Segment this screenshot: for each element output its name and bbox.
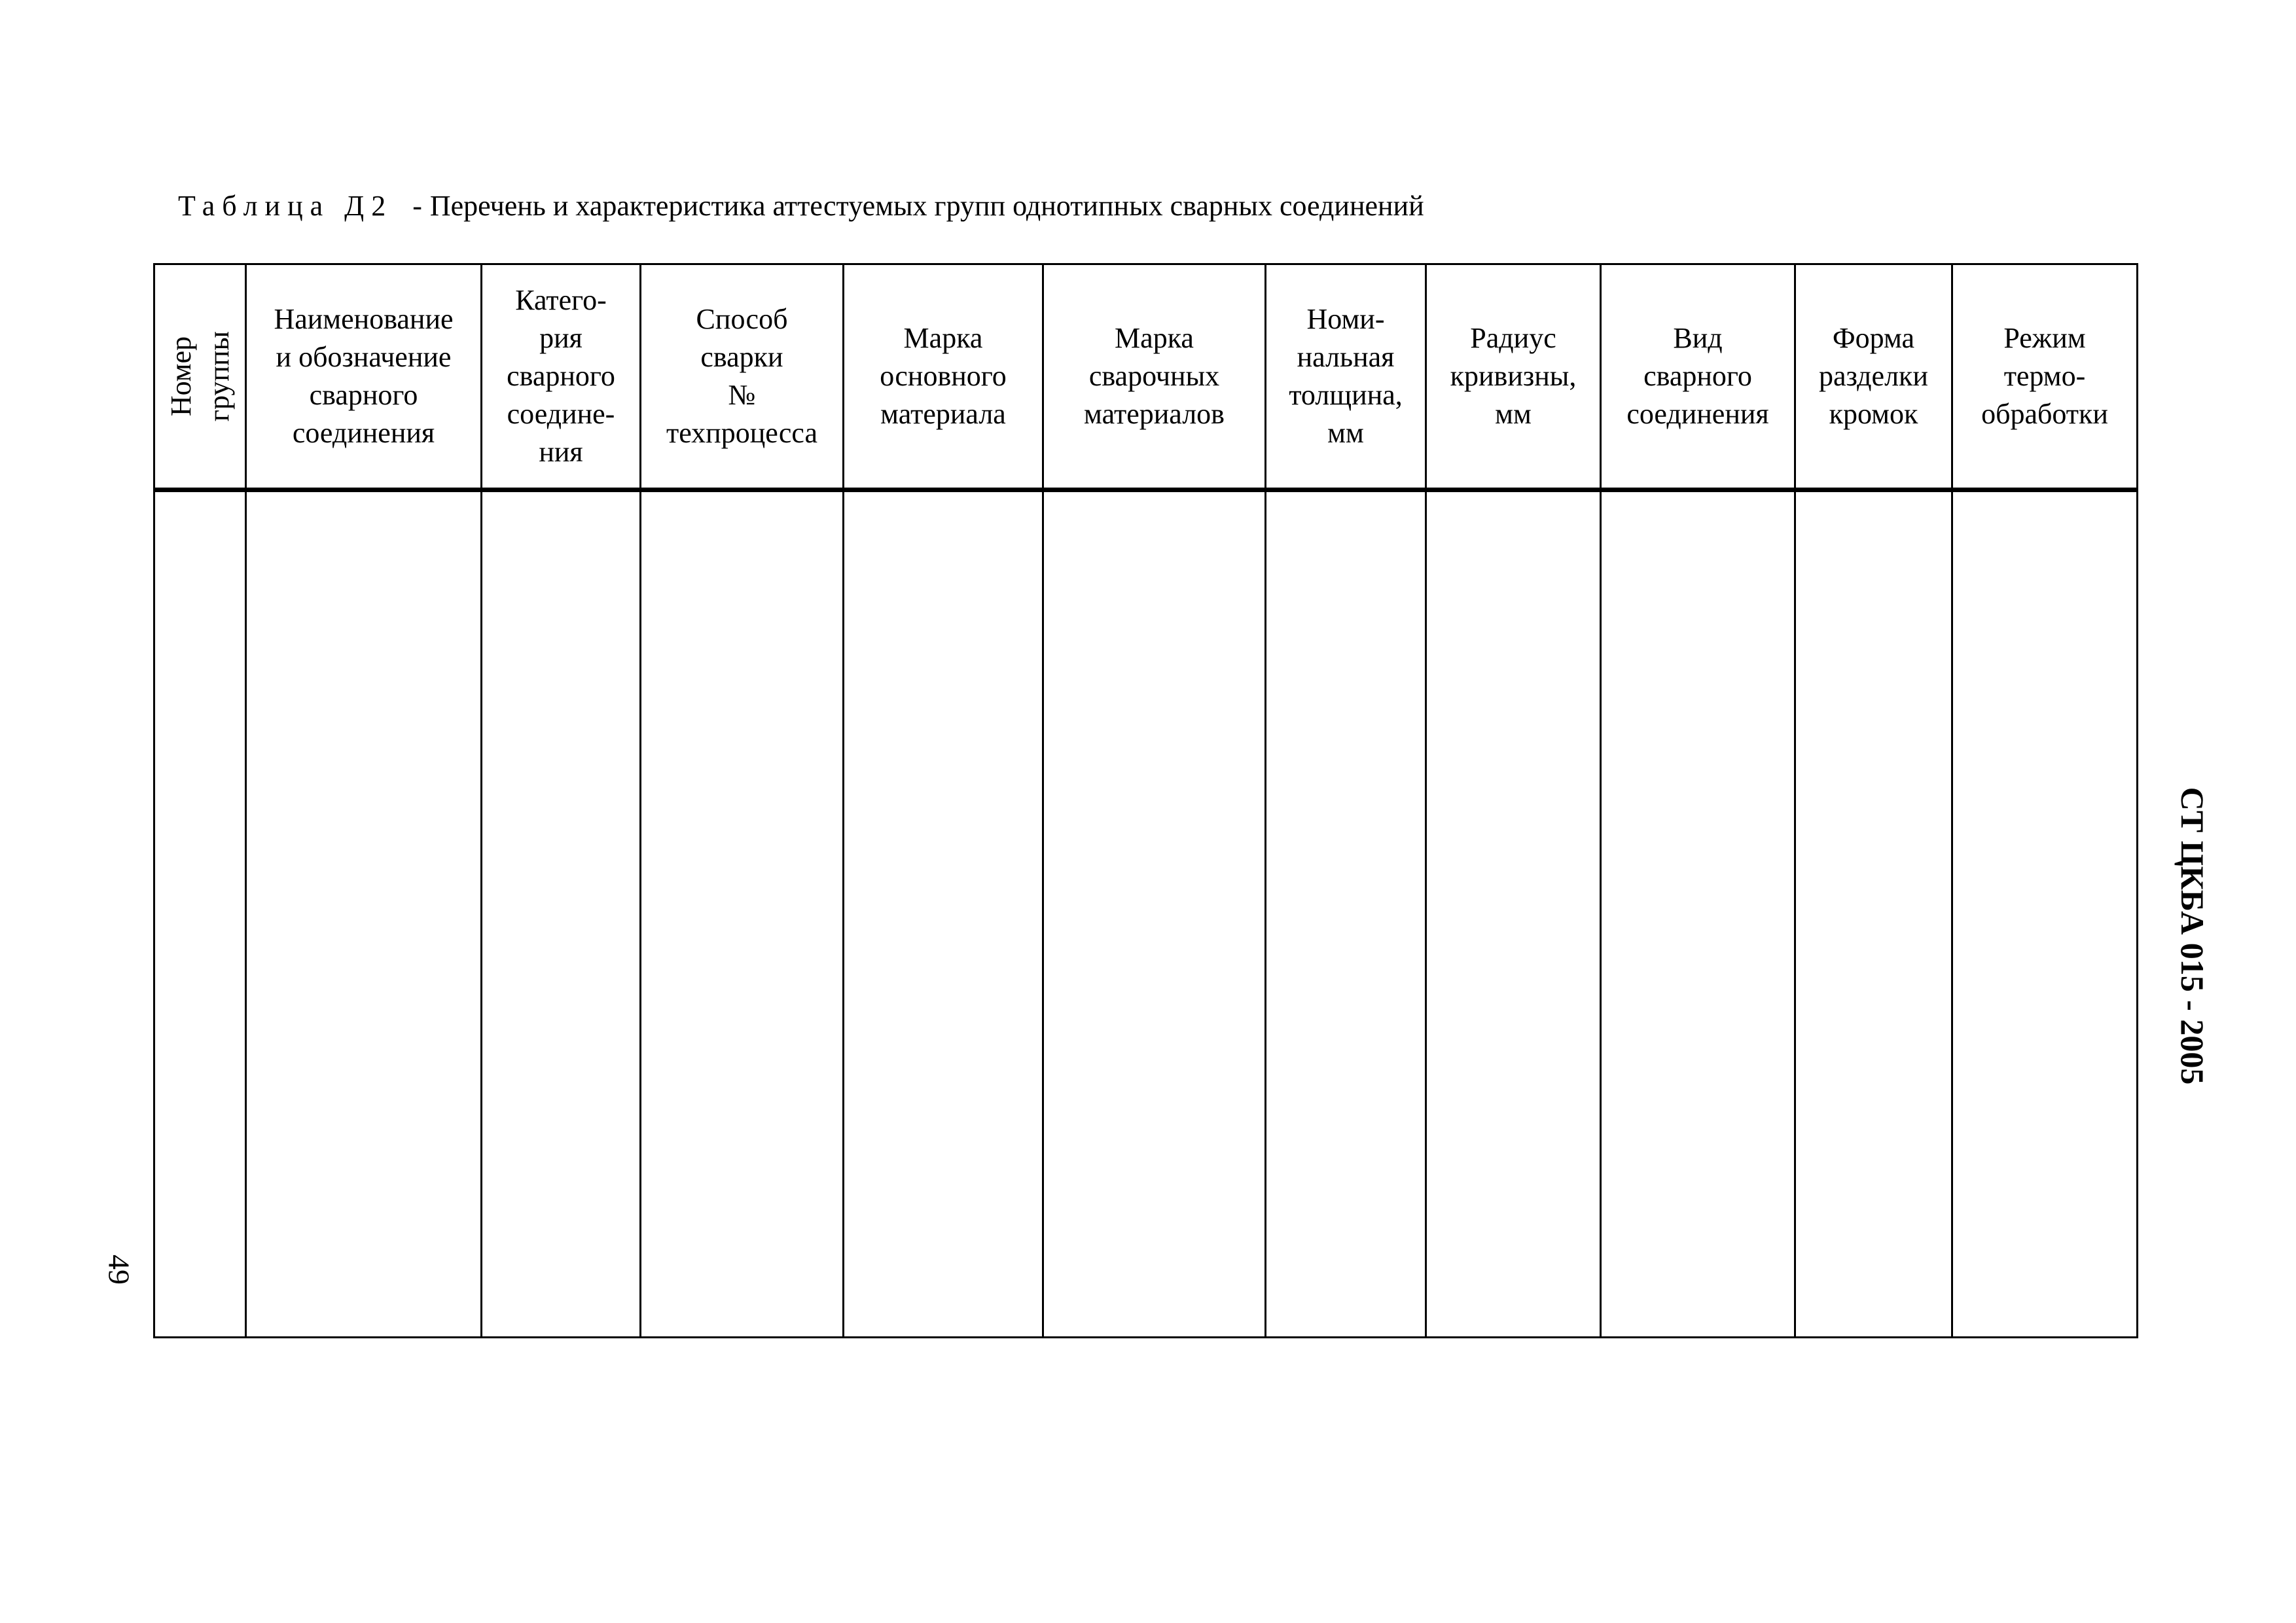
table-cell	[1266, 490, 1426, 1338]
header-joint-name: Наименование и обозначение сварного соединения	[246, 264, 482, 490]
header-heat-treatment: Режим термо- обработки	[1952, 264, 2138, 490]
table-caption-separator: -	[412, 190, 422, 222]
header-group-number	[154, 264, 246, 490]
table-caption-text: Перечень и характеристика аттестуемых групп однотипных сварных соединений	[429, 190, 1424, 222]
table-row	[154, 490, 2138, 1338]
header-base-material: Марка основного материала	[844, 264, 1043, 490]
header-group-number-text: Номер группы	[165, 330, 236, 422]
welded-joints-table	[153, 263, 2138, 1338]
page-number-text: 49	[102, 1255, 136, 1285]
header-curvature-radius: Радиус кривизны, мм	[1426, 264, 1601, 490]
table-cell	[1795, 490, 1952, 1338]
table-header-row	[154, 264, 2138, 490]
table-caption-label: Таблица Д2	[178, 190, 393, 222]
header-joint-type: Вид сварного соединения	[1601, 264, 1795, 490]
header-joint-category: Катего- рия сварного соедине- ния	[482, 264, 641, 490]
table-cell	[1043, 490, 1266, 1338]
header-welding-materials: Марка сварочных материалов	[1043, 264, 1266, 490]
table-cell	[246, 490, 482, 1338]
table-cell	[1601, 490, 1795, 1338]
table-cell	[482, 490, 641, 1338]
table-cell	[1426, 490, 1601, 1338]
table-cell	[641, 490, 844, 1338]
document-code-text: СТ ЦКБА 015 - 2005	[2174, 787, 2211, 1085]
table-caption	[178, 187, 1424, 226]
header-welding-method: Способ сварки № техпроцесса	[641, 264, 844, 490]
table-cell	[1952, 490, 2138, 1338]
table-cell	[844, 490, 1043, 1338]
table-cell	[154, 490, 246, 1338]
header-edge-preparation: Форма разделки кромок	[1795, 264, 1952, 490]
header-nominal-thickness: Номи- нальная толщина, мм	[1266, 264, 1426, 490]
